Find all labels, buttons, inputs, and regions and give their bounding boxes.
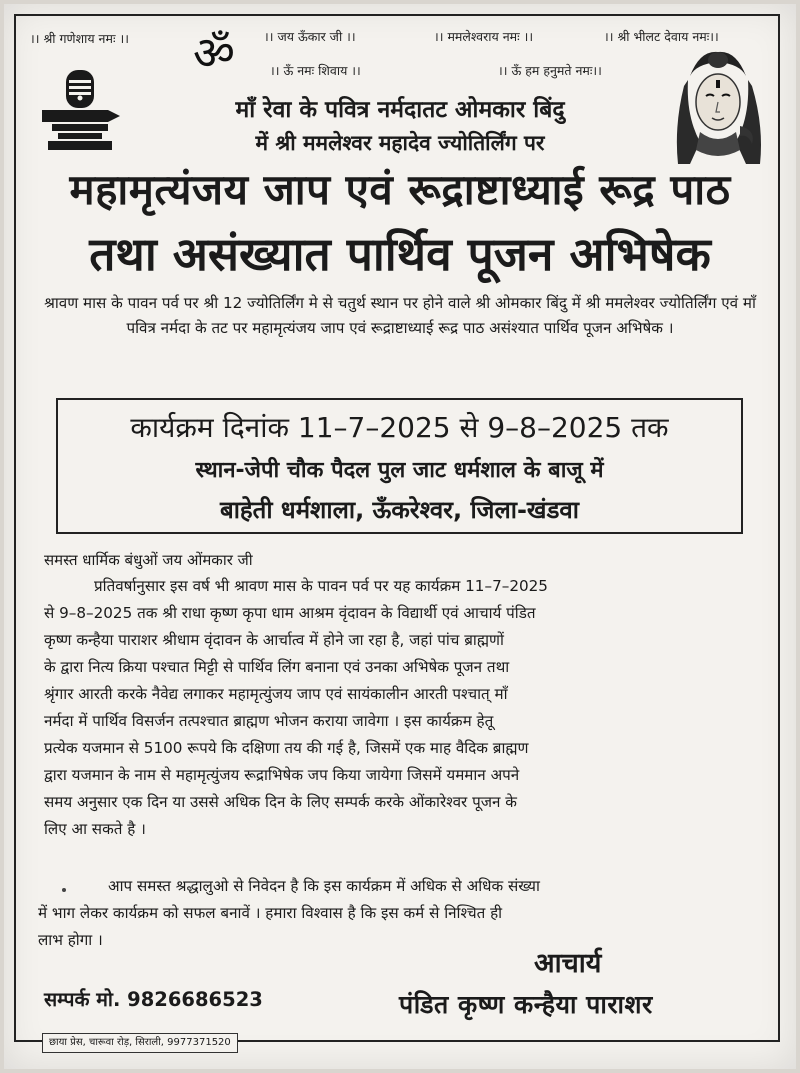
- om-symbol: ॐ: [193, 26, 235, 80]
- acharya-label: आचार्य: [534, 948, 602, 979]
- greeting-line: समस्त धार्मिक बंधुओं जय ओंमकार जी: [44, 551, 253, 569]
- paragraph-line: नर्मदा में पार्थिव विसर्जन तत्पश्चात ब्राह्मण भोजन कराया जावेगा । इस कार्यक्रम हेतू: [44, 712, 494, 730]
- paragraph-line: द्वारा यजमान के नाम से महामृत्युंजय रूद्राभिषेक जप किया जायेगा जिसमें यममान अपने: [44, 766, 520, 784]
- mantra-ganesh: ।। श्री गणेशाय नमः ।।: [30, 31, 129, 46]
- header-line-1: माँ रेवा के पवित्र नर्मदातट ओमकार बिंदु: [235, 97, 565, 123]
- paragraph-line: कृष्ण कन्हैया पाराशर श्रीधाम वृंदावन के आर्चात्व में होने जा रहा है, जहां पांच ब्राह्मणों: [44, 631, 504, 649]
- header-line-2: में श्री ममलेश्वर महादेव ज्योतिर्लिंग पर: [255, 131, 545, 155]
- pandit-name: पंडित कृष्ण कन्हैया पाराशर: [399, 990, 653, 1019]
- paragraph-line: प्रत्येक यजमान से 5100 रूपये कि दक्षिणा तय की गई है, जिसमें एक माह वैदिक ब्राह्मण: [44, 739, 529, 757]
- mantra-omkar: ।। जय ऊँकार जी ।।: [264, 29, 356, 44]
- mantra-shiv: ।। ऊँ नमः शिवाय ।।: [270, 63, 361, 78]
- program-city: बाहेती धर्मशाला, ऊँकरेश्वर, जिला-खंडवा: [220, 496, 579, 524]
- paragraph-line: लाभ होगा ।: [38, 931, 103, 949]
- mantra-bhilat: ।। श्री भीलट देवाय नमः।।: [604, 29, 719, 44]
- paragraph-line: श्रृंगार आरती करके नैवेद्य लगाकर महामृत्युंजय जाप एवं सायंकालीन आरती पश्चात् माँ: [44, 685, 508, 703]
- paragraph-line: के द्वारा नित्य क्रिया पश्चात मिट्टी से पार्थिव लिंग बनाना एवं उनका अभिषेक पूजन तथा: [44, 658, 510, 676]
- press-imprint: छाया प्रेस, चारूवा रोड़, सिराली, 9977371520: [42, 1033, 238, 1053]
- mantra-hanuman: ।। ऊँ हम हनुमते नमः।।: [498, 63, 602, 78]
- program-box: [56, 398, 743, 534]
- print-dot: [62, 888, 66, 892]
- intro-paragraph: श्रावण मास के पावन पर्व पर श्री 12 ज्योतिर्लिंग मे से चतुर्थ स्थान पर होने वाले श्री ओमकार बिंदु में श्री ममलेश्वर ज्योतिर्लिंग एवं माँ पवित्र नर्मदा के तट पर महामृत्यंजय जाप एवं रूद्राष्टाध्याई रूद्र पाठ असंश्यात पार्थिव पूजन अभिषेक ।: [44, 294, 756, 337]
- paragraph-line: लिए आ सकते है ।: [44, 820, 146, 838]
- main-title: महामृत्यंजय जाप एवं रूद्राष्टाध्याई रूद्र पाठ: [69, 165, 731, 214]
- main-subtitle: तथा असंख्यात पार्थिव पूजन अभिषेक: [89, 227, 711, 281]
- paragraph-line: प्रतिवर्षानुसार इस वर्ष भी श्रावण मास के पावन पर्व पर यह कार्यक्रम 11–7–2025: [94, 577, 548, 595]
- program-date: कार्यक्रम दिनांक 11–7–2025 से 9–8–2025 तक: [130, 411, 669, 444]
- paragraph-line: से 9–8–2025 तक श्री राधा कृष्ण कृपा धाम आश्रम वृंदावन के विद्यार्थी एवं आचार्य पंडित: [44, 604, 536, 622]
- paragraph-line: समय अनुसार एक दिन या उससे अधिक दिन के लिए सम्पर्क करके ओंकारेश्वर पूजन के: [44, 793, 517, 811]
- paragraph-line: में भाग लेकर कार्यक्रम को सफल बनावें । हमारा विश्वास है कि इस कर्म से निश्चित ही: [38, 904, 503, 922]
- paragraph-line: आप समस्त श्रद्धालुओ से निवेदन है कि इस कार्यक्रम में अधिक से अधिक संख्या: [108, 877, 540, 895]
- mantra-mamleshwar: ।। ममलेश्वराय नमः ।।: [434, 29, 534, 44]
- contact-number: सम्पर्क मो. 9826686523: [44, 988, 263, 1011]
- program-place: स्थान-जेपी चौक पैदल पुल जाट धर्मशाल के बाजू में: [195, 458, 604, 483]
